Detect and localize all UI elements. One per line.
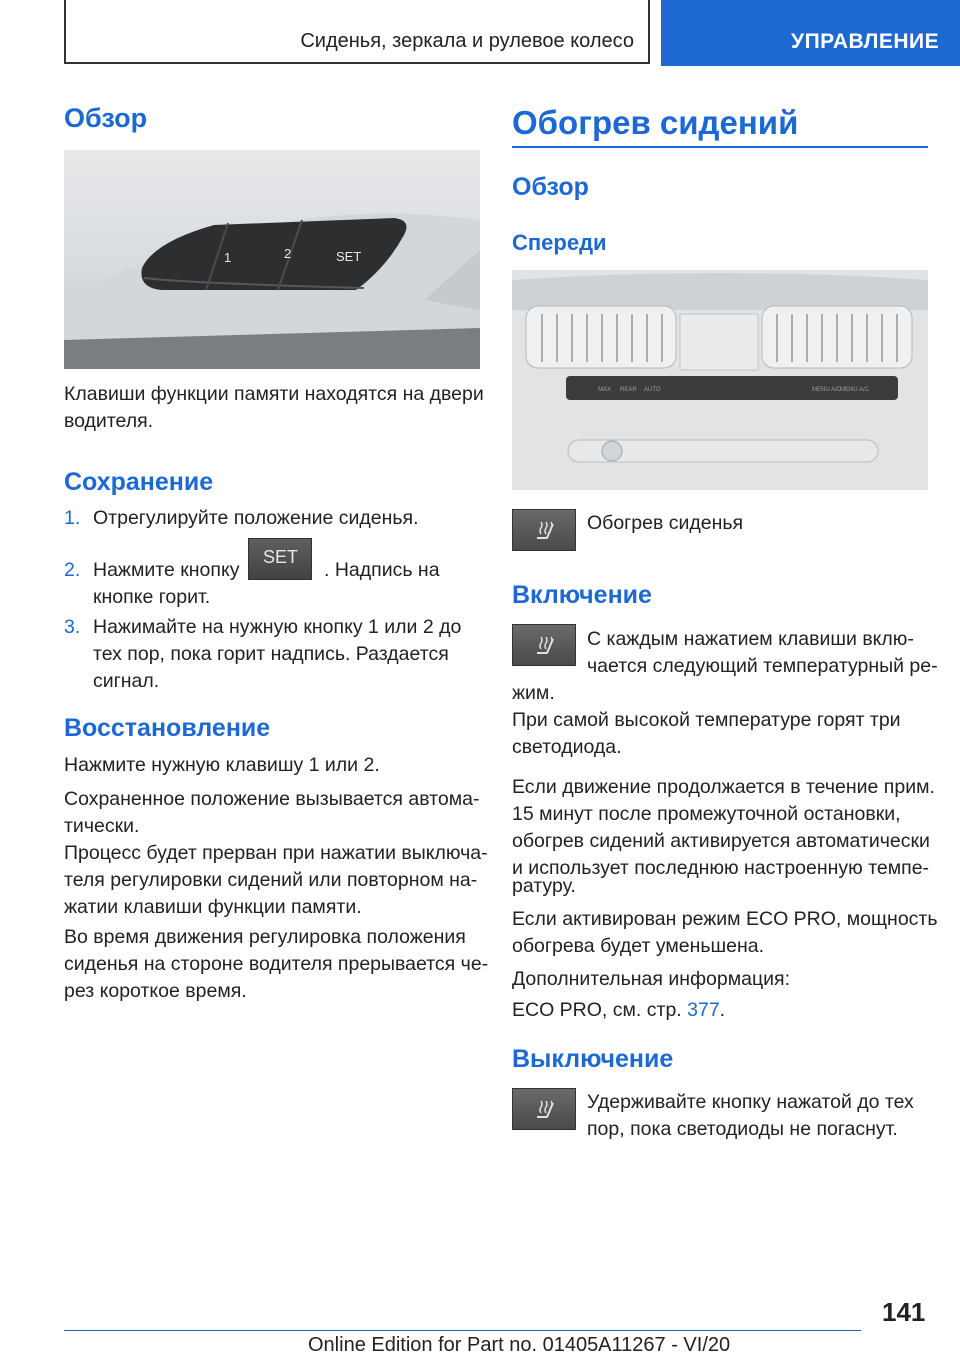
auto-line3: обогрев сидений активируется автоматически <box>512 830 930 852</box>
seat-heating-heading: Обогрев сидений <box>512 104 799 141</box>
step2-number: 2. <box>64 559 81 581</box>
seat-heating-icon <box>512 624 576 666</box>
footer-edition: Online Edition for Part no. 01405A11267 - VI/20 <box>308 1334 731 1356</box>
panel-label-auto: AUTO <box>644 387 661 393</box>
memory-key-set: SET <box>336 249 362 264</box>
front-subheading: Спереди <box>512 230 607 255</box>
eco-line2: обогрева будет уменьшена. <box>512 935 765 957</box>
switch-off-line2: пор, пока светодиоды не погаснут. <box>587 1118 898 1140</box>
photo-caption-line1: Клавиши функции памяти находятся на двери <box>64 383 484 405</box>
panel-label-rear: REAR <box>620 387 637 393</box>
switch-off-heading: Выключение <box>512 1045 674 1073</box>
reference-period: . <box>719 999 726 1021</box>
step2-text-line2: кнопке горит. <box>93 586 211 608</box>
header-chapter-title: УПРАВЛЕНИЕ <box>791 30 940 53</box>
switch-on-line1: С каждым нажатием клавиши вклю‐ <box>587 628 914 650</box>
set-button-label: SET <box>263 547 299 567</box>
step3-line3: сигнал. <box>93 670 160 692</box>
header-section-tab <box>64 0 650 64</box>
restore-para3-line2: теля регулировки сидений или повторном на‐ <box>64 869 478 891</box>
eco-pro-reference <box>512 997 725 1024</box>
switch-on-heading: Включение <box>512 581 652 609</box>
photo-caption-line2: водителя. <box>64 410 154 432</box>
restore-para4-line1: Во время движения регулировка положения <box>64 926 466 948</box>
step3-number: 3. <box>64 616 81 638</box>
switch-on-line2: чается следующий температурный ре‐ <box>587 655 938 677</box>
reference-text: ECO PRO, см. стр. <box>512 999 682 1021</box>
highest-temp-line1: При самой высокой температуре горят три <box>512 709 901 731</box>
switch-on-line3: жим. <box>512 682 555 704</box>
switch-off-line1: Удерживайте кнопку нажатой до тех <box>587 1091 914 1113</box>
auto-line2: 15 минут после промежуточной остановки, <box>512 803 901 825</box>
memory-buttons-photo <box>64 150 480 369</box>
step2-text-post: . Надпись на <box>324 559 440 581</box>
restore-para2-line2: тически. <box>64 815 140 837</box>
restore-para3-line1: Процесс будет прерван при нажатии выключа‐ <box>64 842 488 864</box>
door-panel-illustration <box>64 150 480 369</box>
save-heading: Сохранение <box>64 468 214 496</box>
memory-key-1: 1 <box>224 250 232 265</box>
more-info: Дополнительная информация: <box>512 968 791 990</box>
step1-text: Отрегулируйте положение сиденья. <box>93 507 419 529</box>
auto-line5: ратуру. <box>512 875 576 897</box>
highest-temp-line2: светодиода. <box>512 736 622 758</box>
eco-line1: Если активирован режим ECO PRO, мощность <box>512 908 938 930</box>
panel-label-max: MAX <box>598 387 612 393</box>
panel-label-menu2: MENU A/C <box>840 387 870 393</box>
restore-para4-line2: сиденья на стороне водителя прерывается че‐ <box>64 953 489 975</box>
page-number: 141 <box>882 1297 926 1327</box>
step3-line2: тех пор, пока горит надпись. Раздается <box>93 643 449 665</box>
memory-key-2: 2 <box>284 246 292 261</box>
step1-number: 1. <box>64 507 81 529</box>
panel-label-menu1: MENU A/C <box>812 387 842 393</box>
header-section-title: Сиденья, зеркала и рулевое колесо <box>300 30 634 52</box>
icon-caption: Обогрев сиденья <box>587 512 744 534</box>
right-overview-heading: Обзор <box>512 173 589 201</box>
auto-line4: и использует последнюю настроенную темпе‐ <box>512 857 930 879</box>
restore-para3-line3: жатии клавиши функции памяти. <box>64 896 362 918</box>
restore-para4-line3: рез короткое время. <box>64 980 247 1002</box>
climate-panel-illustration <box>512 270 928 490</box>
restore-heading: Восстановление <box>64 714 271 742</box>
set-button-icon <box>248 538 312 580</box>
step3-line1: Нажимайте на нужную кнопку 1 или 2 до <box>93 616 462 638</box>
center-console-photo <box>512 270 928 490</box>
header-chapter-tab <box>661 0 960 66</box>
seat-heating-icon <box>512 1088 576 1130</box>
auto-line1: Если движение продолжается в течение прим. <box>512 776 935 798</box>
restore-para1: Нажмите нужную клавишу 1 или 2. <box>64 754 380 776</box>
seat-heating-icon <box>512 509 576 551</box>
restore-para2-line1: Сохраненное положение вызывается автома‐ <box>64 788 480 810</box>
heading-divider <box>512 146 928 148</box>
page-link-377[interactable]: 377 <box>687 999 720 1021</box>
footer-divider <box>64 1330 861 1331</box>
overview-heading: Обзор <box>64 103 148 133</box>
step2-text-pre: Нажмите кнопку <box>93 559 240 581</box>
